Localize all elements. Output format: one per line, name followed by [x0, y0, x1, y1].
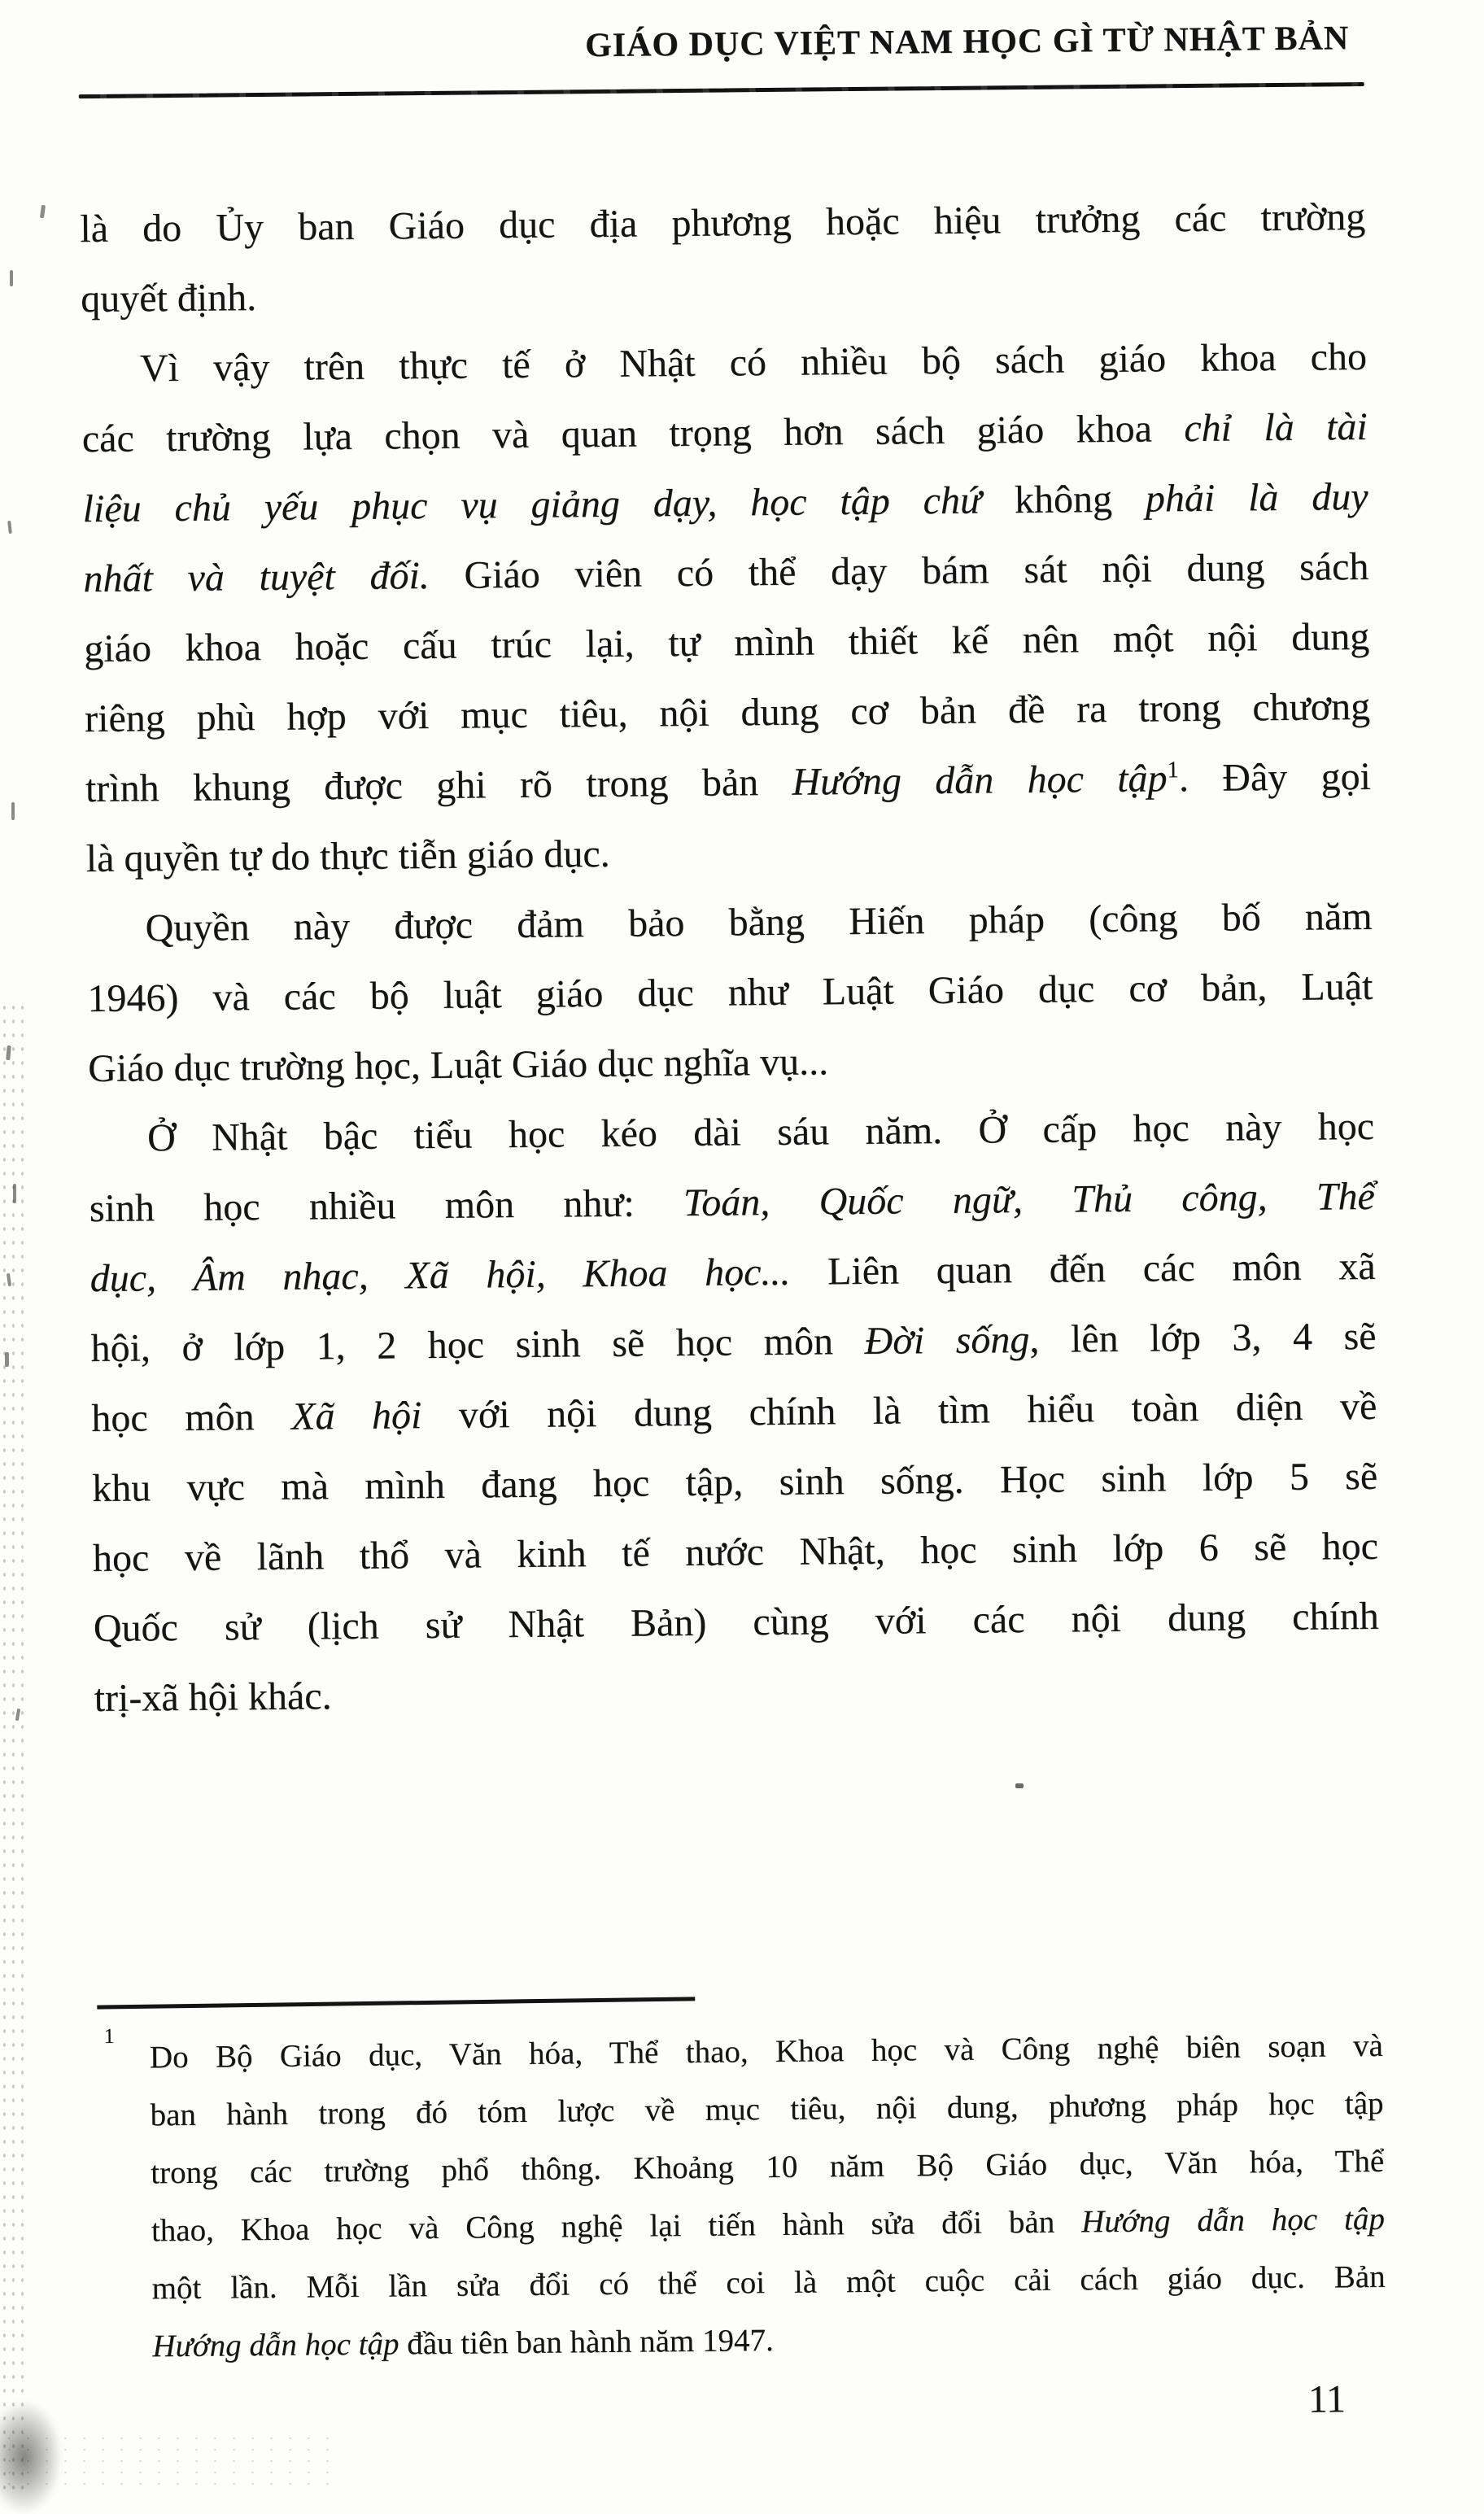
- scan-artifact: [40, 205, 46, 219]
- text-line: [90, 1302, 1377, 1384]
- text-line: [85, 672, 1371, 754]
- text-segment: ban hành trong đó tóm lược về mục tiêu, nội dung, phương pháp học tập: [150, 2086, 1383, 2133]
- text-segment: là do Ủy ban Giáo dục địa phương hoặc hiệu trưởng các trường: [80, 195, 1365, 251]
- text-line: [93, 1512, 1379, 1594]
- scan-artifact: [7, 521, 12, 534]
- text-line: [93, 1582, 1379, 1664]
- text-segment: riêng phù hợp với mục tiêu, nội dung cơ bản đề ra trong chương: [85, 685, 1370, 740]
- text-line: [86, 882, 1373, 964]
- text-segment: sinh học nhiều môn như:: [89, 1181, 684, 1230]
- text-line: [81, 322, 1368, 404]
- text-segment: một lần. Mỗi lần sửa đổi có thể coi là một cuộc cải cách giáo dục. Bản: [151, 2259, 1385, 2307]
- text-line: [83, 532, 1369, 614]
- text-segment: phải là duy: [1146, 475, 1368, 521]
- text-line: [92, 1442, 1378, 1524]
- body-text: [80, 182, 1380, 1734]
- text-line: [89, 1092, 1375, 1174]
- text-segment: Giáo dục trường học, Luật Giáo dục nghĩa vụ...: [88, 1040, 828, 1090]
- text-line: [151, 2248, 1386, 2318]
- text-line: [152, 2306, 1386, 2376]
- text-segment: Do Bộ Giáo dục, Văn hóa, Thể thao, Khoa học và Công nghệ biên soạn và: [150, 2028, 1383, 2075]
- text-segment: Xã hội: [291, 1394, 422, 1438]
- running-header-title: GIÁO DỤC VIỆT NAM HỌC GÌ TỪ NHẬT BẢN: [78, 19, 1364, 70]
- page-number: 11: [101, 2377, 1386, 2433]
- text-segment: với nội dung chính là tìm hiểu toàn diện về: [421, 1385, 1377, 1437]
- text-segment: Giáo viên có thể dạy bám sát nội dung sách: [430, 545, 1369, 597]
- text-segment: là quyền tự do thực tiễn giáo dục.: [86, 832, 610, 880]
- text-line: [88, 1022, 1374, 1104]
- scan-noise-left-edge: [0, 1001, 24, 2490]
- footnote: [97, 1992, 1386, 2376]
- text-segment: không: [1015, 478, 1146, 522]
- text-segment: Vì vậy trên thực tế ở Nhật có nhiều bộ sách giáo khoa cho: [140, 335, 1367, 390]
- text-line: [94, 1652, 1380, 1734]
- header-rule: [79, 82, 1364, 98]
- scan-artifact: [5, 1352, 9, 1367]
- text-line: [84, 602, 1370, 684]
- text-segment: Đời sống: [864, 1318, 1029, 1363]
- text-segment: học về lãnh thổ và kinh tế nước Nhật, học sinh lớp 6 sẽ học: [93, 1525, 1378, 1580]
- scan-artifact: [11, 802, 15, 820]
- text-segment: các trường lựa chọn và quan trọng hơn sách giáo khoa: [82, 407, 1185, 460]
- text-line: [82, 462, 1368, 544]
- text-segment: 1: [1167, 757, 1179, 783]
- page-content: [78, 0, 1387, 2433]
- text-line: [85, 812, 1372, 894]
- text-segment: trình khung được ghi rõ trong bản: [85, 761, 792, 810]
- scan-artifact: [13, 1184, 16, 1203]
- text-segment: chỉ là tài: [1184, 405, 1368, 450]
- text-line: [81, 252, 1367, 334]
- text-line: [85, 742, 1372, 824]
- footnote-text: [98, 2017, 1386, 2376]
- text-segment: Quốc sử (lịch sử Nhật Bản) cùng với các nội dung chính: [94, 1595, 1379, 1650]
- text-segment: giáo khoa hoặc cấu trúc lại, tự mình thiết kế nên một nội dung: [84, 615, 1369, 670]
- text-line: [91, 1372, 1377, 1454]
- scan-artifact: [1015, 1783, 1024, 1788]
- text-segment: hội, ở lớp 1, 2 học sinh sẽ học môn: [90, 1320, 864, 1370]
- text-line: [80, 182, 1366, 264]
- text-line: [89, 1232, 1376, 1314]
- text-segment: đầu tiên ban hành năm 1947.: [399, 2323, 774, 2361]
- text-segment: , lên lớp 3, 4 sẽ: [1029, 1315, 1377, 1361]
- text-segment: liệu chủ yếu phục vụ giảng dạy, học tập chứ: [82, 478, 1015, 530]
- text-segment: trị-xã hội khác.: [94, 1674, 331, 1720]
- text-segment: trong các trường phổ thông. Khoảng 10 năm Bộ Giáo dục, Văn hóa, Thể: [151, 2144, 1384, 2191]
- scan-noise-bottom: [0, 2433, 342, 2490]
- text-line: [87, 952, 1373, 1034]
- text-segment: . Đây gọi: [1179, 755, 1371, 800]
- text-line: [81, 392, 1368, 474]
- text-line: [89, 1162, 1375, 1244]
- text-segment: thao, Khoa học và Công nghệ lại tiến hành sửa đổi bản: [151, 2204, 1082, 2248]
- text-segment: Hướng dẫn học tập: [792, 757, 1168, 803]
- text-segment: Liên quan đến các môn xã: [790, 1245, 1376, 1294]
- text-segment: Toán, Quốc ngữ, Thủ công, Thể: [683, 1175, 1375, 1224]
- text-segment: dục, Âm nhạc, Xã hội, Khoa học...: [89, 1250, 790, 1300]
- text-segment: Hướng dẫn học tập: [152, 2326, 399, 2363]
- text-segment: Quyền này được đảm bảo bằng Hiến pháp (công bố năm: [145, 895, 1372, 949]
- text-segment: khu vực mà mình đang học tập, sinh sống. Học sinh lớp 5 sẽ: [92, 1455, 1377, 1510]
- text-segment: Ở Nhật bậc tiểu học kéo dài sáu năm. Ở cấp học này học: [147, 1105, 1374, 1159]
- text-segment: 1946) và các bộ luật giáo dục như Luật Giáo dục cơ bản, Luật: [87, 965, 1373, 1020]
- text-segment: học môn: [91, 1395, 291, 1440]
- text-segment: Hướng dẫn học tập: [1081, 2202, 1385, 2240]
- scan-artifact: [10, 270, 13, 286]
- text-segment: quyết định.: [81, 276, 256, 321]
- footnote-separator: [97, 1997, 695, 2009]
- text-segment: nhất và tuyệt đối.: [83, 554, 430, 600]
